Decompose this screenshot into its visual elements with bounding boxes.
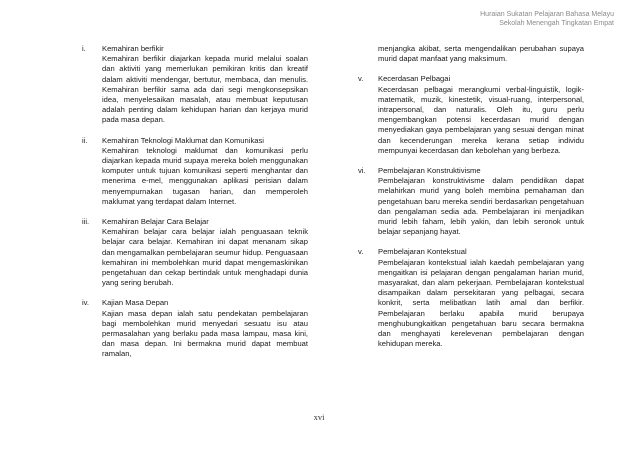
item-body: menjangka akibat, serta mengendalikan perubahan supaya murid dapat manfaat yang maksimum. <box>378 44 584 64</box>
list-item <box>358 166 584 237</box>
item-body: Kemahiran berfikir diajarkan kepada murid melalui soalan dan aktiviti yang memerlukan pemikiran kritis dan kreatif dalam aktiviti mendengar, bertutur, membaca, dan menulis. Kemahiran berfikir sama ada dari segi mengkonsepsikan idea, menyelesaikan masalah, atau membuat keputusan adalah penting dalam kehidupan harian dan kerjaya murid pada masa depan. <box>102 54 308 125</box>
item-number: iii. <box>82 217 90 227</box>
header-line-1: Huraian Sukatan Pelajaran Bahasa Melayu <box>480 11 614 18</box>
item-title: Kecerdasan Pelbagai <box>378 74 451 84</box>
list-item <box>82 217 308 288</box>
list-item <box>82 136 308 207</box>
item-number: v. <box>358 247 364 257</box>
item-title: Kajian Masa Depan <box>102 298 169 308</box>
item-body: Kemahiran teknologi maklumat dan komunikasi perlu diajarkan kepada murid supaya mereka boleh menggunakan komputer untuk tujuan komunikasi seperti menghantar dan menerima e-mel, menggunakan aplikasi perisian dalam menyempurnakan tugasan harian, dan memperoleh maklumat yang terdapat dalam Internet. <box>102 145 308 206</box>
right-column <box>358 44 584 359</box>
item-title: Kemahiran berfikir <box>102 44 164 53</box>
list-item <box>82 44 308 126</box>
item-number: v. <box>358 74 364 84</box>
item-number: iv. <box>82 298 90 308</box>
item-number: ii. <box>82 135 88 145</box>
running-header <box>480 10 614 28</box>
item-title: Kemahiran Teknologi Maklumat dan Komunikasi <box>102 135 264 145</box>
page-number: xvi <box>313 412 325 422</box>
item-number: vi. <box>358 166 366 176</box>
item-number: i. <box>82 44 86 53</box>
left-column <box>82 44 308 370</box>
item-title: Pembelajaran Kontekstual <box>378 247 467 257</box>
item-body: Kemahiran belajar cara belajar ialah penguasaan teknik belajar cara belajar. Kemahiran ini dapat menanam sikap dan mengamalkan pembelajaran seumur hidup. Penguasaan kemahiran ini membolehkan murid dapat mengemaskinikan pengetahuan dan cekap bertindak untuk menghadapi dunia yang sering berubah. <box>102 227 308 288</box>
item-body: Pembelajaran konstruktivisme dalam pendidikan dapat melahirkan murid yang boleh membina pemahaman dan pengetahuan baru mereka sendiri berdasarkan pengetahuan dan pengalaman sedia ada. Pembelajaran ini menjadikan murid lebih faham, lebih yakin, dan lebih seronok untuk belajar sepanjang hayat. <box>378 176 584 237</box>
list-item <box>82 298 308 359</box>
item-title: Pembelajaran Konstruktivisme <box>378 166 481 176</box>
item-body: Kajian masa depan ialah satu pendekatan pembelajaran bagi membolehkan murid menyedari sesuatu isu atau permasalahan yang berlaku pada masa lampau, masa kini, dan masa depan. Ini bermakna murid dapat membuat ramalan, <box>102 308 308 359</box>
list-item <box>358 74 584 156</box>
item-title: Kemahiran Belajar Cara Belajar <box>102 217 209 227</box>
list-item-continuation <box>358 44 584 64</box>
item-body: Kecerdasan pelbagai merangkumi verbal-linguistik, logik-matematik, muzik, kinestetik, visual-ruang, interpersonal, intrapersonal, dan naturalis. Oleh itu, guru perlu mengembangkan potensi kecerdasan murid dengan menyediakan gaya pembelajaran yang sesuai dengan minat dan kecenderungan mereka kerana setiap individu mempunyai kecerdasan dan kebolehan yang berbeza. <box>378 84 584 155</box>
list-item <box>358 247 584 349</box>
item-body: Pembelajaran kontekstual ialah kaedah pembelajaran yang mengaitkan isi pelajaran dengan pengalaman harian murid, masyarakat, dan alam pekerjaan. Pembelajaran kontekstual disampaikan dalam persekitaran yang pelbagai, secara konkrit, serta melibatkan latih amal dan berfikir. Pembelajaran berlaku apabila murid berupaya menghubungkaitkan pengetahuan baru secara bermakna dan menghayati kerelevenan pembelajaran dengan kehidupan mereka. <box>378 257 584 349</box>
header-line-2: Sekolah Menengah Tingkatan Empat <box>499 20 614 27</box>
